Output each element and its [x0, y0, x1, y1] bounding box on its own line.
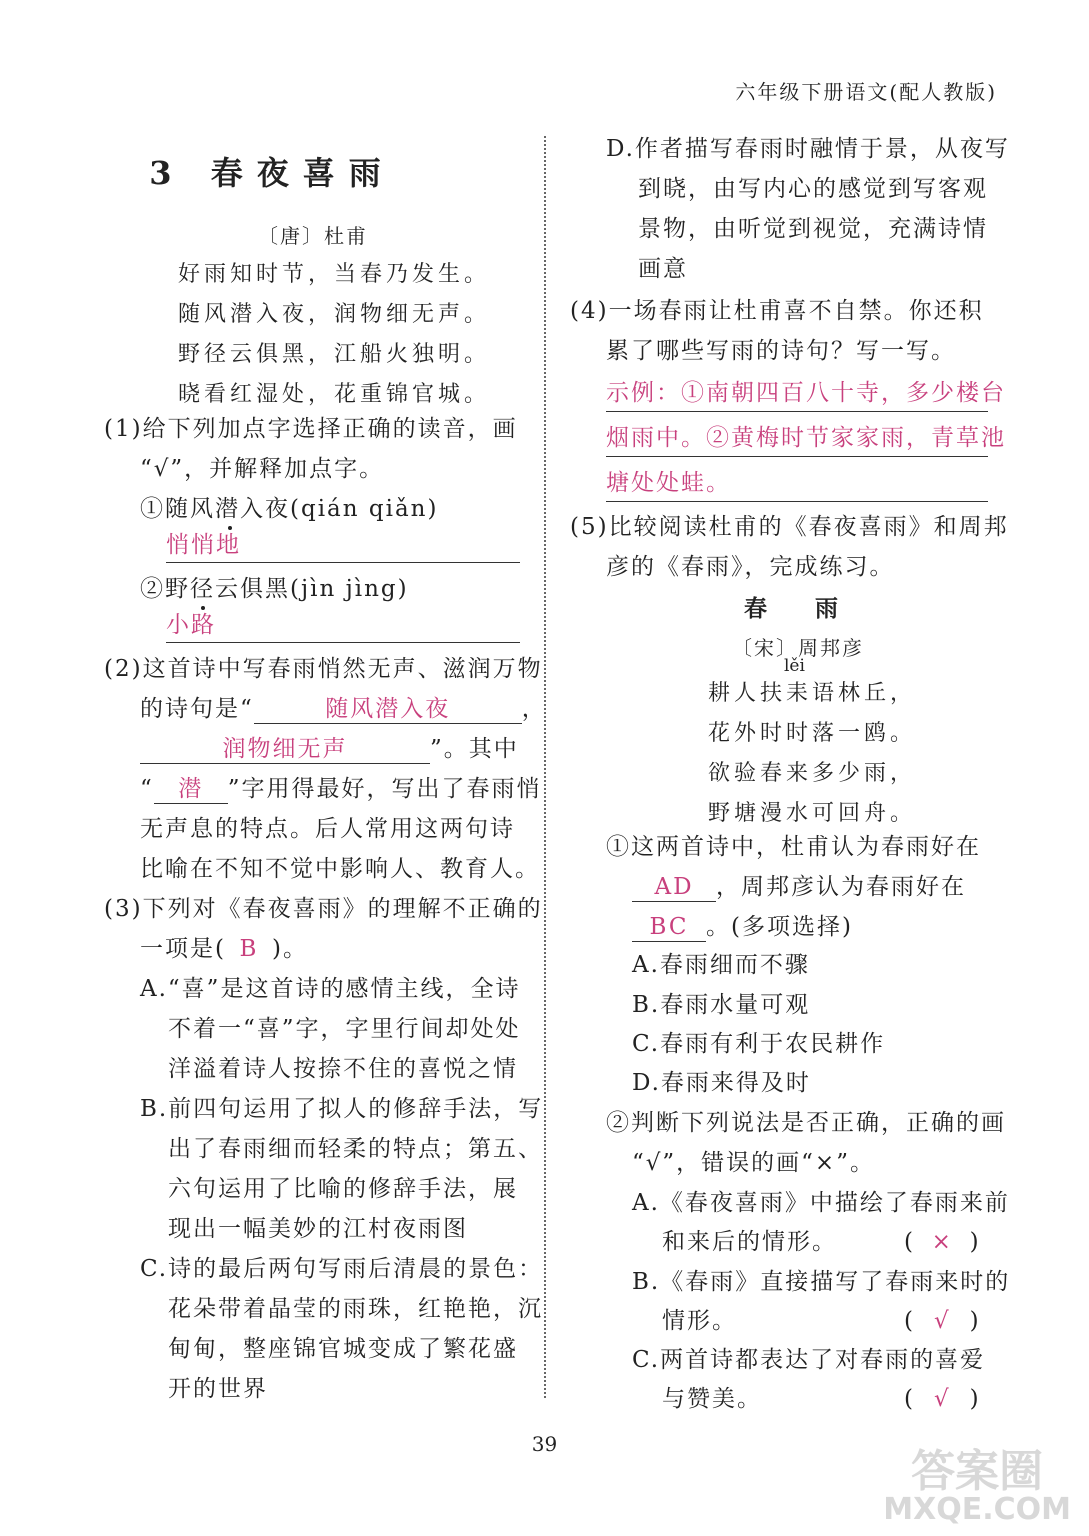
judgement-b[interactable]: ( √ ) [904, 1301, 981, 1341]
question-3-text: 一项是( B )。 [140, 929, 308, 969]
answer-line[interactable]: 烟雨中。②黄梅时节家家雨，青草池 [606, 420, 988, 457]
judgement-a[interactable]: ( × ) [904, 1222, 981, 1262]
answer-line[interactable]: 塘处处蛙。 [606, 465, 988, 502]
poem-line: 好雨知时节，当春乃发生。 [178, 262, 491, 287]
answer-blank[interactable]: 潜 [154, 775, 228, 804]
column-divider [544, 136, 546, 1398]
watermark-logo: 答案圈 [911, 1446, 1044, 1497]
question-2-text: 的诗句是“ 随风潜入夜 ， [140, 696, 547, 722]
cross-mark: × [931, 1229, 953, 1255]
poem-author: 〔唐〕杜甫 [258, 224, 368, 248]
poem-2-author: 〔宋〕周邦彦 [732, 636, 864, 660]
answer-blank[interactable]: BC [632, 913, 706, 942]
answer-field[interactable]: 小路 [166, 608, 520, 643]
watermark [883, 1446, 1071, 1527]
question-2-text: 润物细无声 ”。其中 [140, 729, 519, 769]
poem-line: 晓看红湿处，花重锦官城。 [178, 382, 491, 407]
check-mark: √ [933, 1308, 951, 1334]
question-5-text: (5)比较阅读杜甫的《春夜喜雨》和周邦 [570, 514, 1009, 540]
question-1-item-2: ②野径云俱黑(jìn jìng) [140, 576, 409, 602]
option-c: C.诗的最后两句写雨后清晨的景色： [140, 1256, 544, 1282]
question-5-text: 彦的《春雨》，完成练习。 [606, 554, 895, 580]
option-b: B.春雨水量可观 [632, 992, 811, 1018]
question-3-text: (3)下列对《春夜喜雨》的理解不正确的 [104, 896, 543, 922]
sub-question-1-text: ①这两首诗中，杜甫认为春雨好在 [606, 834, 981, 860]
poem-2-title: 春 雨 [744, 595, 859, 622]
statement-b: B.《春雨》直接描写了春雨来时的 [632, 1269, 1011, 1295]
question-2-text: 比喻在不知不觉中影响人、教育人。 [140, 856, 540, 882]
option-a: 不着一“喜”字，字里行间却处处 [168, 1016, 521, 1042]
option-d: D.春雨来得及时 [632, 1070, 811, 1096]
poem-2-line: 欲验春来多少雨， [708, 761, 917, 786]
poem-title: 3 春夜喜雨 [149, 154, 395, 192]
answer-line[interactable]: 示例：①南朝四百八十寺，多少楼台 [606, 375, 988, 412]
question-2-text: 无声息的特点。后人常用这两句诗 [140, 816, 515, 842]
statement-a: 和来后的情形。 [662, 1229, 837, 1255]
sub-question-2-text: ②判断下列说法是否正确，正确的画 [606, 1110, 1006, 1136]
option-a: A.“喜”是这首诗的感情主线，全诗 [140, 976, 521, 1002]
option-d: 景物，由听觉到视觉，充满诗情 [638, 216, 988, 242]
watermark-url: MXQE.COM [883, 1492, 1071, 1527]
question-1-item-1: ①随风潜入夜(qián qiǎn) [140, 496, 439, 522]
poem-2-line: 野塘漫水可回舟。 [708, 801, 917, 826]
option-b: 出了春雨细而轻柔的特点；第五、 [168, 1136, 543, 1162]
statement-b: 情形。 [662, 1308, 737, 1334]
question-2-text: (2)这首诗中写春雨悄然无声、滋润万物 [104, 656, 543, 682]
option-b: B.前四句运用了拟人的修辞手法，写 [140, 1096, 544, 1122]
question-1-text: “√”，并解释加点字。 [140, 456, 385, 482]
poem-line: 随风潜入夜，润物细无声。 [178, 302, 491, 327]
sub-question-1-text: AD ，周邦彦认为春雨好在 [632, 867, 966, 907]
statement-a: A.《春夜喜雨》中描绘了春雨来前 [632, 1190, 1010, 1216]
answer-blank[interactable]: 随风潜入夜 [254, 695, 522, 724]
pinyin-annotation: lěi [784, 656, 805, 676]
poem-2-line: 花外时时落一鸥。 [708, 721, 917, 746]
question-4-text: (4)一场春雨让杜甫喜不自禁。你还积 [570, 298, 984, 324]
option-c: 花朵带着晶莹的雨珠，红艳艳，沉 [168, 1296, 543, 1322]
statement-c: 与赞美。 [662, 1386, 762, 1412]
question-1-text: (1)给下列加点字选择正确的读音，画 [104, 416, 518, 442]
question-4-text: 累了哪些写雨的诗句？写一写。 [606, 338, 956, 364]
option-c: 开的世界 [168, 1376, 268, 1402]
page-header: 六年级下册语文(配人教版) [735, 80, 997, 104]
answer-blank[interactable]: 润物细无声 [140, 735, 430, 764]
option-d: 画意 [638, 256, 688, 282]
poem-line: 野径云俱黑，江船火独明。 [178, 342, 491, 367]
option-b: 六句运用了比喻的修辞手法，展 [168, 1176, 518, 1202]
question-2-text: “ 潜 ”字用得最好，写出了春雨悄 [140, 776, 542, 802]
statement-c: C.两首诗都表达了对春雨的喜爱 [632, 1347, 986, 1373]
judgement-c[interactable]: ( √ ) [904, 1379, 981, 1419]
option-b: 现出一幅美妙的江村夜雨图 [168, 1216, 468, 1242]
answer-choice[interactable]: B [239, 936, 259, 962]
option-c: 甸甸，整座锦官城变成了繁花盛 [168, 1336, 518, 1362]
option-d: D.作者描写春雨时融情于景，从夜写 [606, 136, 1010, 162]
option-c: C.春雨有利于农民耕作 [632, 1031, 886, 1057]
answer-blank[interactable]: AD [632, 873, 716, 902]
option-a: 洋溢着诗人按捺不住的喜悦之情 [168, 1056, 518, 1082]
sub-question-2-text: “√”，错误的画“×”。 [632, 1150, 875, 1176]
option-d: 到晓，由写内心的感觉到写客观 [638, 176, 988, 202]
poem-2-line: 耕人扶耒语林丘， [708, 681, 917, 706]
option-a: A.春雨细而不骤 [632, 952, 810, 978]
check-mark: √ [933, 1386, 951, 1412]
sub-question-1-text: BC 。(多项选择) [632, 907, 853, 947]
page-number: 39 [531, 1432, 558, 1456]
answer-field[interactable]: 悄悄地 [166, 528, 520, 563]
